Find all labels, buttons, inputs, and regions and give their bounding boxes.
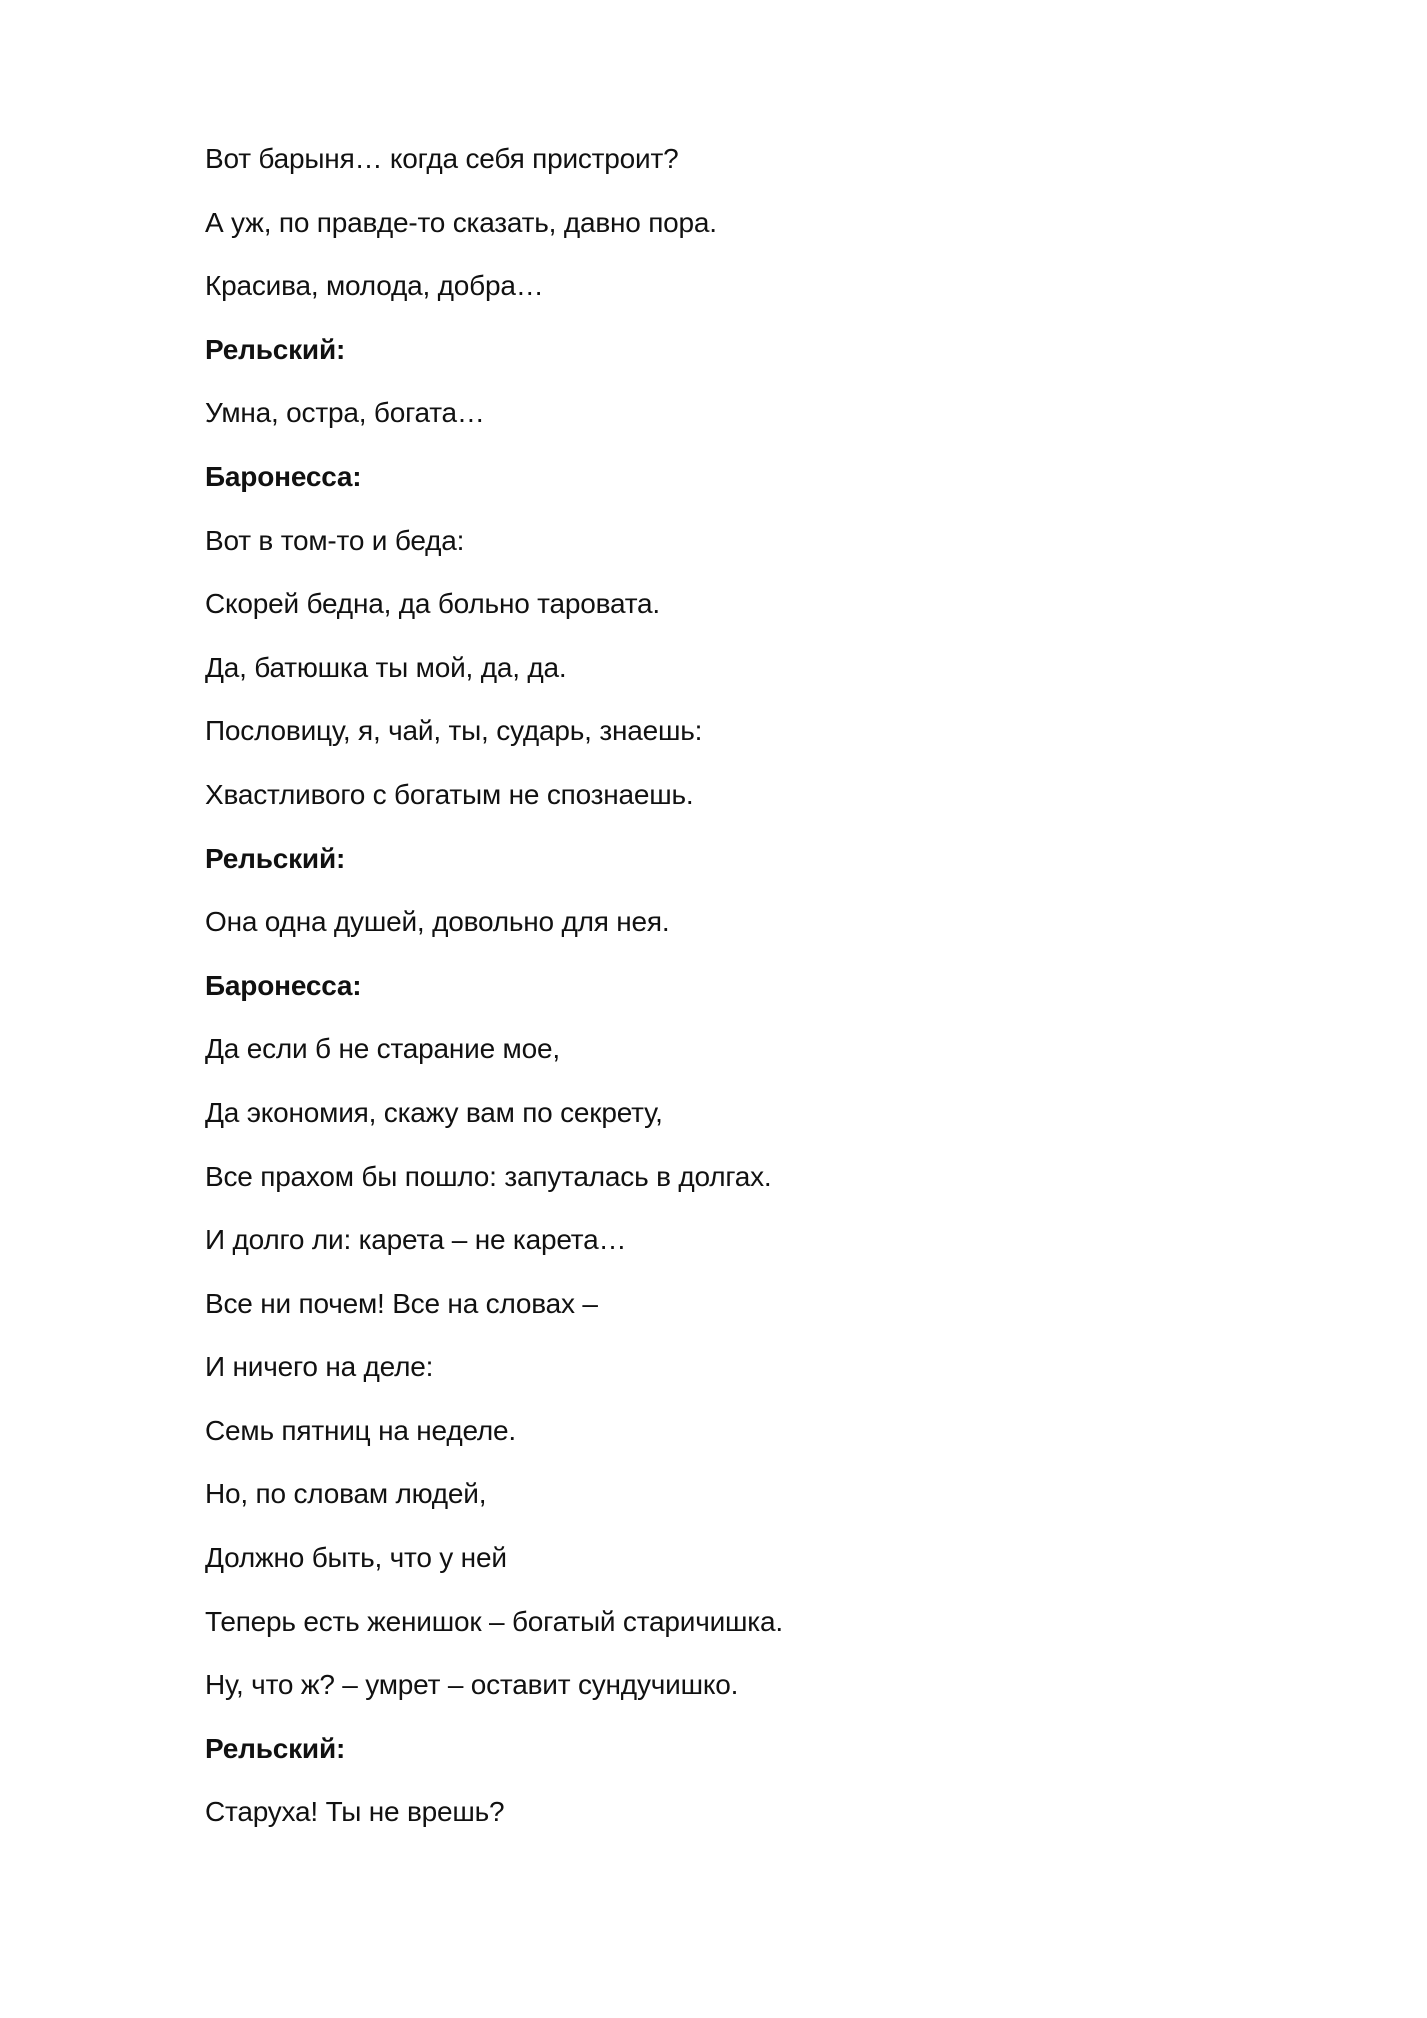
- speaker-name: Рельский:: [205, 1732, 346, 1764]
- verse-line: И долго ли: карета – не карета…: [205, 1224, 627, 1256]
- speaker-name: Рельский:: [205, 842, 346, 874]
- verse-line: Все ни почем! Все на словах –: [205, 1287, 598, 1319]
- verse-line: Умна, остра, богата…: [205, 397, 485, 429]
- verse-line: Красива, молода, добра…: [205, 270, 544, 302]
- verse-line: Вот в том-то и беда:: [205, 524, 465, 556]
- verse-line: Она одна душей, довольно для нея.: [205, 906, 670, 938]
- verse-line: Должно быть, что у ней: [205, 1542, 507, 1574]
- verse-line: Все прахом бы пошло: запуталась в долгах.: [205, 1160, 772, 1192]
- verse-line: Семь пятниц на неделе.: [205, 1414, 516, 1446]
- verse-line: Скорей бедна, да больно таровата.: [205, 588, 660, 620]
- verse-line: А уж, по правде-то сказать, давно пора.: [205, 206, 717, 238]
- verse-line: Старуха! Ты не врешь?: [205, 1796, 505, 1828]
- verse-line: Но, по словам людей,: [205, 1478, 487, 1510]
- verse-line: Хвастливого с богатым не спознаешь.: [205, 778, 694, 810]
- speaker-name: Баронесса:: [205, 969, 362, 1001]
- verse-line: Да если б не старание мое,: [205, 1033, 560, 1065]
- verse-line: Да экономия, скажу вам по секрету,: [205, 1096, 663, 1128]
- verse-line: Ну, что ж? – умрет – оставит сундучишко.: [205, 1669, 739, 1701]
- verse-line: Пословицу, я, чай, ты, сударь, знаешь:: [205, 715, 703, 747]
- verse-line: Да, батюшка ты мой, да, да.: [205, 651, 567, 683]
- verse-line: Теперь есть женишок – богатый старичишка.: [205, 1605, 783, 1637]
- verse-line: И ничего на деле:: [205, 1351, 434, 1383]
- speaker-name: Рельский:: [205, 333, 346, 365]
- verse-line: Вот барыня… когда себя пристроит?: [205, 143, 679, 174]
- speaker-name: Баронесса:: [205, 460, 362, 492]
- script-lines: [205, 137, 1305, 1854]
